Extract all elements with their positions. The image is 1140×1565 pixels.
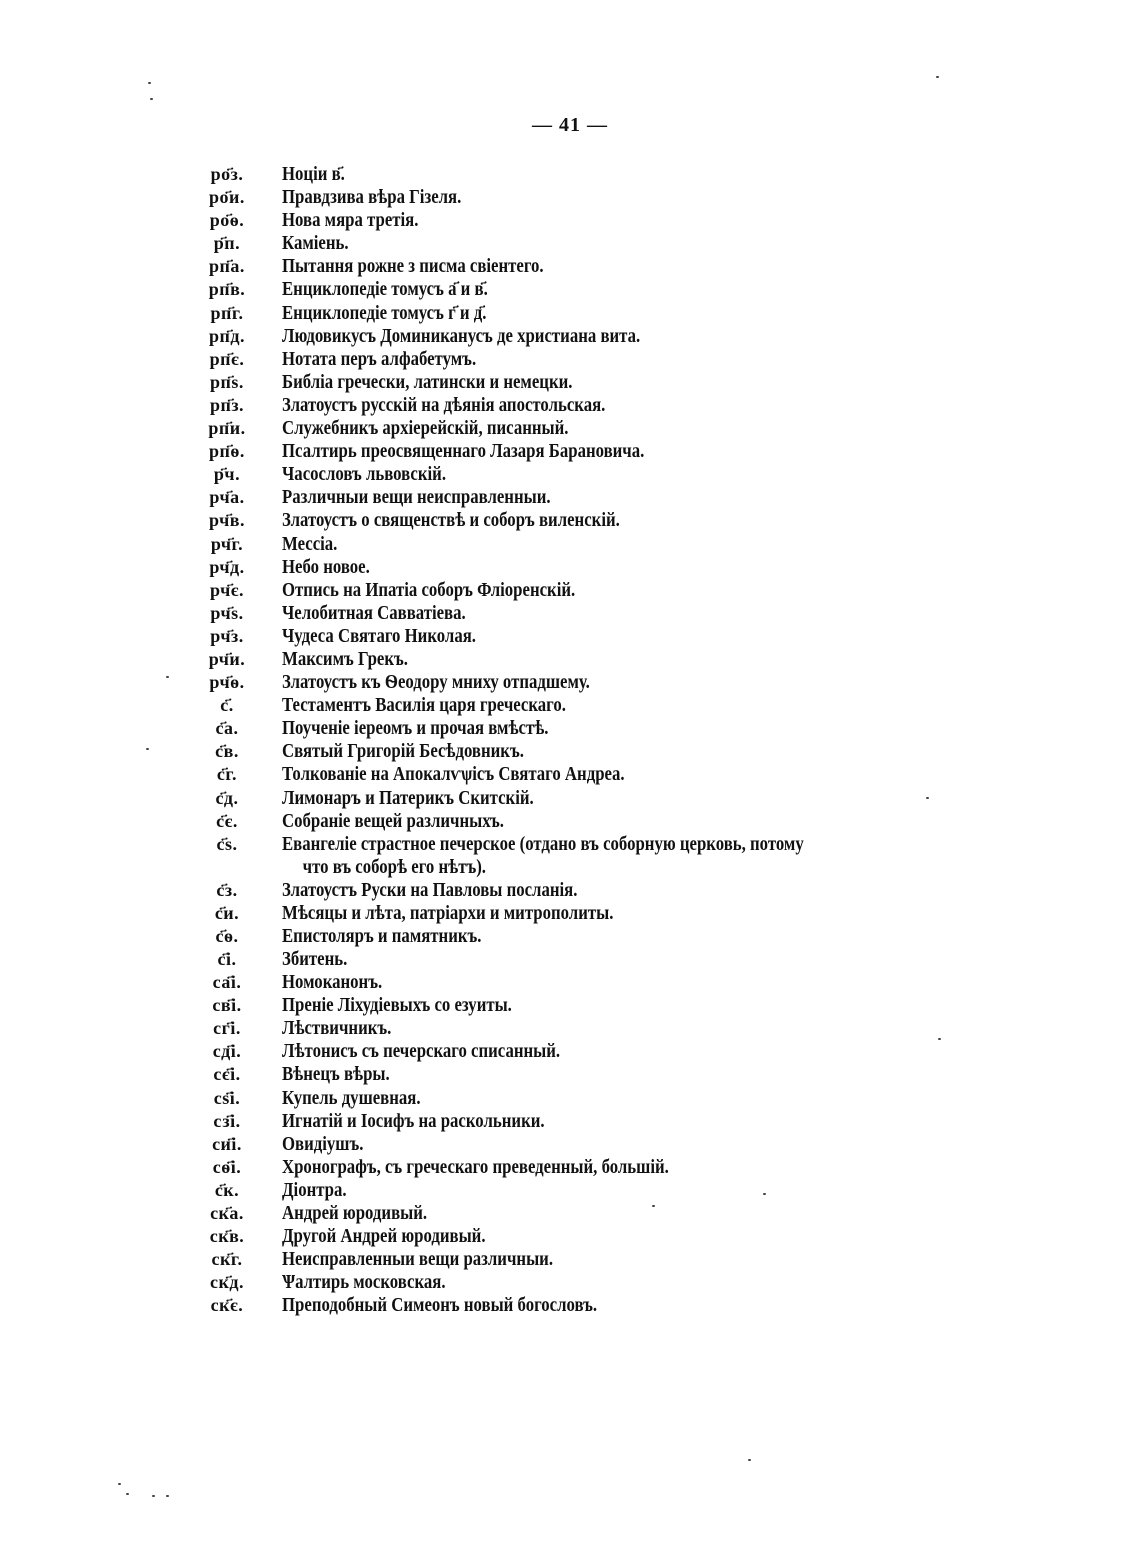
catalog-entry <box>0 717 1140 740</box>
entry-number: рп҃ѳ. <box>209 441 245 462</box>
entry-number: сг҃і. <box>213 1018 241 1039</box>
entry-title <box>282 348 932 371</box>
catalog-entry <box>0 255 1140 278</box>
entry-number: сє҃і. <box>213 1064 241 1085</box>
catalog-entry <box>0 186 1140 209</box>
entry-title-text: Поученіе іереомъ и прочая вмѣстѣ. <box>282 718 549 740</box>
entry-number: р҃п. <box>213 233 241 254</box>
catalog-entry <box>0 1110 1140 1133</box>
entry-number: рч҃в. <box>209 510 245 531</box>
entry-number: рч҃ѕ. <box>210 602 244 623</box>
catalog-entry <box>0 325 1140 348</box>
entry-number: сѳ҃і. <box>212 1156 242 1177</box>
entry-number: ро҃и. <box>209 187 245 208</box>
catalog-entry <box>0 948 1140 971</box>
entry-number: са҃і. <box>212 972 242 993</box>
scan-speck <box>936 76 939 78</box>
entry-number: св҃і. <box>212 995 242 1016</box>
entry-title-text: Преніе Ліхудіевыхъ со езуиты. <box>282 995 512 1017</box>
entry-title-text: Андрей юродивый. <box>282 1203 428 1225</box>
entry-title-text: Златоустъ русскій на дѣянія апостольская. <box>282 394 606 416</box>
entry-title <box>282 1179 932 1202</box>
entry-title <box>282 1156 932 1179</box>
scan-speck <box>748 1459 751 1461</box>
entry-title-text: Служебникъ архіерейскій, писанный. <box>282 418 569 440</box>
catalog-entry <box>0 209 1140 232</box>
entry-title-text: Отпись на Ипатіа соборъ Флioренскій. <box>282 579 576 601</box>
catalog-entry <box>0 879 1140 902</box>
entry-number: рч҃з. <box>210 625 244 646</box>
catalog-entry <box>0 763 1140 786</box>
entry-title <box>282 1087 932 1110</box>
entry-title-text: Евангеліе страстное печерское (отдано въ соборную церковь, потому <box>282 833 804 855</box>
entry-title <box>282 602 932 625</box>
scan-speck <box>150 98 153 100</box>
scan-speck <box>166 1495 169 1497</box>
entry-title <box>282 971 932 994</box>
entry-number: с҃ѳ. <box>215 925 239 946</box>
catalog-entry <box>0 232 1140 255</box>
entry-title-text: Каміень. <box>282 233 349 255</box>
catalog-entry <box>0 1017 1140 1040</box>
entry-number: рп҃є. <box>209 348 245 369</box>
entry-number: сѕ҃і. <box>213 1087 241 1108</box>
entry-number: с҃г. <box>216 764 238 785</box>
entry-title-text: Лѣтонисъ съ печерскаго списанный. <box>282 1041 561 1063</box>
entry-title <box>282 255 932 278</box>
entry-title-text: Златоустъ къ Ѳеодору мниху отпадшему. <box>282 672 590 694</box>
entry-title <box>282 948 932 971</box>
entry-title <box>282 694 932 717</box>
entry-title <box>282 625 932 648</box>
entry-number: сд҃і. <box>212 1041 242 1062</box>
catalog-entry <box>0 1271 1140 1294</box>
entry-number: рч҃д. <box>209 556 245 577</box>
catalog-entry <box>0 810 1140 833</box>
catalog-entry <box>0 302 1140 325</box>
entry-title-text: Збитень. <box>282 949 348 970</box>
catalog-entry <box>0 533 1140 556</box>
entry-title-text: Нова мяра третія. <box>282 210 419 232</box>
entry-title-text: Овидіушъ. <box>282 1133 364 1155</box>
catalog-entry <box>0 787 1140 810</box>
catalog-list <box>0 163 1140 1318</box>
catalog-entry <box>0 278 1140 301</box>
entry-title <box>282 371 932 394</box>
catalog-entry <box>0 1294 1140 1317</box>
catalog-entry <box>0 902 1140 925</box>
entry-title-text: Мѣсяцы и лѣта, патріархи и митрополиты. <box>282 902 614 924</box>
entry-title <box>282 1225 932 1248</box>
entry-title-text: Хронографъ, съ греческаго преведенный, большій. <box>282 1156 669 1178</box>
page-number: — 41 — <box>532 114 608 136</box>
entry-title <box>282 209 932 232</box>
catalog-entry <box>0 371 1140 394</box>
entry-number: сз҃і. <box>213 1110 241 1131</box>
entry-number: рп҃ѕ. <box>210 371 244 392</box>
entry-title-text: Златоустъ Руски на Павловы посланія. <box>282 879 578 901</box>
catalog-entry <box>0 994 1140 1017</box>
entry-title <box>282 1040 932 1063</box>
catalog-entry <box>0 463 1140 486</box>
entry-title <box>282 186 932 209</box>
catalog-entry <box>0 602 1140 625</box>
entry-title <box>282 486 932 509</box>
entry-title-text: Діонтра. <box>282 1179 347 1201</box>
entry-title-text: Купель душевная. <box>282 1087 421 1109</box>
entry-title <box>282 671 932 694</box>
entry-number: рч҃є. <box>210 579 244 600</box>
catalog-entry <box>0 694 1140 717</box>
entry-title-text: Правдзива вѣра Гізеля. <box>282 187 462 209</box>
catalog-entry <box>0 1248 1140 1271</box>
entry-title <box>282 325 932 348</box>
entry-title-text: Толкованіе на Апокалѵѱісъ Святаго Андреа. <box>282 764 625 786</box>
entry-title-text: Тестаментъ Василія царя греческаго. <box>282 695 566 717</box>
catalog-entry <box>0 509 1140 532</box>
entry-number: рп҃а. <box>209 256 245 277</box>
scan-speck <box>652 1205 655 1207</box>
entry-title-text: Небо новое. <box>282 556 370 578</box>
entry-number: ро҃з. <box>210 164 244 184</box>
catalog-entry <box>0 671 1140 694</box>
entry-title-text: Мессіа. <box>282 533 338 555</box>
catalog-entry <box>0 1087 1140 1110</box>
catalog-entry <box>0 625 1140 648</box>
entry-title-text: Епистоляръ и памятникъ. <box>282 925 482 947</box>
entry-title-text: Вѣнецъ вѣры. <box>282 1064 390 1086</box>
catalog-entry <box>0 833 1140 879</box>
entry-title <box>282 579 932 602</box>
entry-number: рп҃д. <box>209 325 245 346</box>
entry-title <box>282 1271 932 1294</box>
entry-number: рп҃г. <box>210 302 244 323</box>
catalog-entry <box>0 1225 1140 1248</box>
entry-title-text: Различныи вещи неисправленныи. <box>282 487 551 509</box>
entry-title-text: Чудеса Святаго Николая. <box>282 625 476 647</box>
catalog-entry <box>0 1133 1140 1156</box>
entry-title-text: Неисправленныи вещи различныи. <box>282 1249 554 1271</box>
catalog-entry <box>0 348 1140 371</box>
entry-title <box>282 278 932 301</box>
entry-title <box>282 1063 932 1086</box>
entry-number: рч҃ѳ. <box>209 672 245 693</box>
entry-title <box>282 879 932 902</box>
entry-number: рч҃г. <box>210 533 244 554</box>
entry-title <box>282 648 932 671</box>
entry-title <box>282 556 932 579</box>
entry-title <box>282 232 932 255</box>
entry-title-text: Нотата перъ алфабетумъ. <box>282 348 477 370</box>
entry-title <box>282 440 932 463</box>
entry-title <box>282 810 932 833</box>
entry-number: ск҃д. <box>210 1272 244 1293</box>
entry-number: ск҃а. <box>210 1203 244 1224</box>
entry-title <box>282 163 932 186</box>
catalog-entry <box>0 925 1140 948</box>
entry-title-text: Святый Григорій Бесѣдовникъ. <box>282 741 524 763</box>
entry-title-text: Максимъ Грекъ. <box>282 648 408 670</box>
catalog-entry <box>0 1156 1140 1179</box>
scan-speck <box>148 82 151 84</box>
entry-title <box>282 740 932 763</box>
entry-number: с҃и. <box>214 902 240 923</box>
entry-title <box>282 902 932 925</box>
catalog-entry <box>0 579 1140 602</box>
entry-number: с҃в. <box>215 741 239 762</box>
scan-speck <box>118 1483 121 1485</box>
entry-number: с҃є. <box>216 810 238 831</box>
entry-number: с҃і. <box>217 949 237 969</box>
entry-title-text: Челобитная Савватіева. <box>282 602 466 624</box>
entry-title-text: Игнатій и Іосифъ на раскольники. <box>282 1110 545 1132</box>
catalog-entry <box>0 1179 1140 1202</box>
scan-speck <box>146 748 149 750</box>
scan-speck <box>126 1493 129 1495</box>
entry-title-text: Людовикусъ Доминиканусъ де христиана вита. <box>282 325 641 347</box>
entry-title-continuation: что въ соборѣ его нѣтъ). <box>302 856 487 878</box>
catalog-entry <box>0 163 1140 186</box>
entry-title <box>282 833 932 879</box>
entry-title-text: Другой Андрей юродивый. <box>282 1226 486 1248</box>
entry-number: рп҃в. <box>208 279 246 300</box>
entry-title-text: Златоустъ о священствѣ и соборъ виленскій. <box>282 510 620 532</box>
catalog-entry <box>0 556 1140 579</box>
entry-title-text: Ноціи в҃. <box>282 164 345 185</box>
entry-title <box>282 763 932 786</box>
catalog-entry <box>0 971 1140 994</box>
catalog-entry <box>0 740 1140 763</box>
entry-number: с҃а. <box>215 718 239 739</box>
entry-title <box>282 509 932 532</box>
catalog-entry <box>0 417 1140 440</box>
entry-title-text: Енциклопедіе томусъ г҃ и д҃. <box>282 302 487 324</box>
entry-title-text: Часословъ львовскій. <box>282 464 447 486</box>
entry-number: с҃д. <box>215 787 239 808</box>
entry-number: ск҃г. <box>211 1249 243 1270</box>
entry-title <box>282 1110 932 1133</box>
entry-number: рч҃а. <box>209 487 245 508</box>
entry-number: ск҃є. <box>210 1295 244 1316</box>
entry-number: р҃ч. <box>213 464 241 485</box>
catalog-entry <box>0 440 1140 463</box>
entry-title-text: Ѱалтирь московская. <box>282 1272 446 1294</box>
scan-speck <box>926 797 929 799</box>
entry-number: ро҃ѳ. <box>209 210 245 231</box>
entry-number: ск҃в. <box>209 1226 245 1247</box>
entry-title <box>282 417 932 440</box>
entry-title <box>282 1294 932 1317</box>
entry-title <box>282 1017 932 1040</box>
catalog-entry <box>0 648 1140 671</box>
entry-title <box>282 533 932 556</box>
entry-title-text: Собраніе вещей различныхъ. <box>282 810 504 832</box>
entry-number: рч҃и. <box>208 648 246 669</box>
entry-title <box>282 925 932 948</box>
entry-title-text: Библіа гречески, латински и немецки. <box>282 371 573 393</box>
entry-title <box>282 787 932 810</box>
entry-number: с҃к. <box>214 1179 240 1200</box>
entry-number: с҃ѕ. <box>216 833 238 854</box>
catalog-entry <box>0 486 1140 509</box>
catalog-entry <box>0 1202 1140 1225</box>
entry-title <box>282 1248 932 1271</box>
catalog-entry <box>0 394 1140 417</box>
entry-number: си҃і. <box>212 1133 242 1154</box>
entry-title <box>282 302 932 325</box>
entry-title <box>282 717 932 740</box>
scan-speck <box>763 1193 766 1195</box>
catalog-entry <box>0 1063 1140 1086</box>
entry-title-text: Псалтирь преосвященнаго Лазаря Барановича. <box>282 441 645 463</box>
entry-number: с҃з. <box>216 879 238 900</box>
entry-title <box>282 394 932 417</box>
entry-number: рп҃з. <box>209 394 245 415</box>
entry-title <box>282 994 932 1017</box>
entry-title-text: Енциклопедіе томусъ а҃ и в҃. <box>282 279 488 301</box>
entry-title <box>282 1133 932 1156</box>
entry-title-text: Преподобный Симеонъ новый богословъ. <box>282 1295 598 1317</box>
catalog-entry <box>0 1040 1140 1063</box>
entry-title-text: Номоканонъ. <box>282 972 383 994</box>
scan-speck <box>166 676 169 678</box>
entry-title-text: Пытання рожне з писма свіентего. <box>282 256 544 278</box>
entry-number: с҃. <box>220 695 234 716</box>
scan-speck <box>152 1495 155 1497</box>
entry-title <box>282 1202 932 1225</box>
entry-title-text: Лимонаръ и Патерикъ Скитскій. <box>282 787 534 809</box>
entry-title <box>282 463 932 486</box>
entry-number: рп҃и. <box>208 418 246 439</box>
scan-speck <box>938 1038 941 1040</box>
entry-title-text: Лѣствичникъ. <box>282 1018 392 1040</box>
